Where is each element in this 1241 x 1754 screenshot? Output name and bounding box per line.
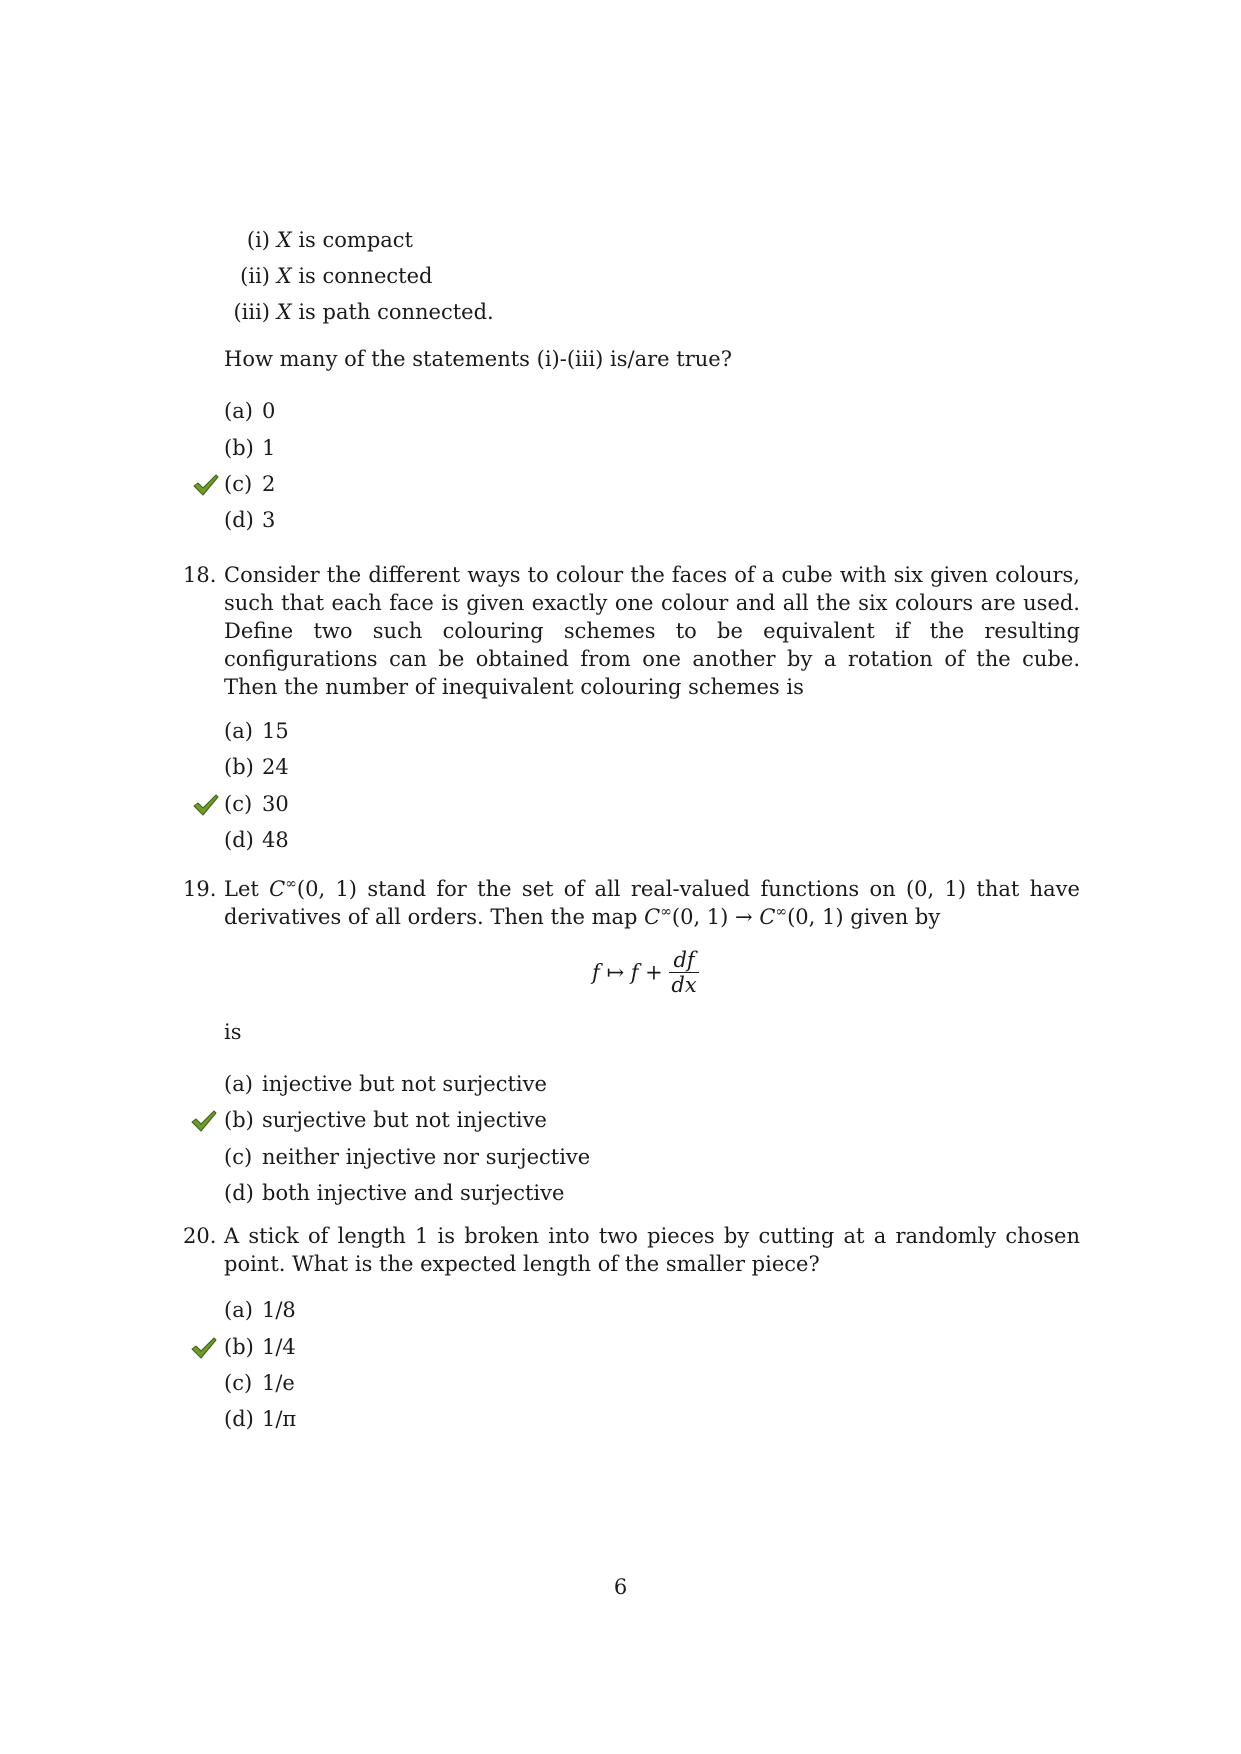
q20-option-a: (a) 1/8	[224, 1298, 296, 1322]
q20-option-b: (b) 1/4	[224, 1335, 296, 1359]
checkmark-icon	[193, 473, 219, 497]
q20-text: A stick of length 1 is broken into two pieces by cutting at a randomly chosen point. What is the expected length of the smaller piece?	[224, 1224, 1080, 1276]
q17-option-c: (c) 2	[224, 472, 276, 496]
statement-i: (i) X is compact	[246, 228, 413, 252]
q18-number: 18.	[183, 563, 217, 587]
checkmark-shape	[194, 475, 218, 495]
fraction-df-dx: $\frac{df}{dx}$	[671, 948, 697, 997]
checkmark-shape	[194, 795, 218, 815]
q19-option-a: (a) injective but not surjective	[224, 1072, 547, 1096]
q19-text: Let C∞(0, 1) stand for the set of all real-valued functions on (0, 1) that have derivatives of all orders. Then the map C∞(0, 1) → C∞(0, 1) given by	[224, 876, 1080, 929]
statement-ii: (ii) X is connected	[240, 264, 433, 288]
checkmark-icon	[191, 1336, 217, 1360]
formula: f ↦ f + $\frac{df}{dx}$	[592, 948, 697, 997]
q17-option-b: (b) 1	[224, 436, 276, 460]
q17-question: How many of the statements (i)-(iii) is/are true?	[224, 347, 732, 371]
q18-option-d: (d) 48	[224, 828, 289, 852]
q19-option-b: (b) surjective but not injective	[224, 1108, 547, 1132]
q18-option-b: (b) 24	[224, 755, 289, 779]
page-number: 6	[613, 1575, 628, 1599]
q19-option-d: (d) both injective and surjective	[224, 1181, 565, 1205]
q20-option-c: (c) 1/e	[224, 1371, 295, 1395]
q19-is: is	[224, 1020, 242, 1044]
q20-option-d: (d) 1/π	[224, 1407, 297, 1431]
q17-option-d: (d) 3	[224, 508, 276, 532]
q19-number: 19.	[183, 877, 217, 901]
checkmark-icon	[191, 1109, 217, 1133]
q20-number: 20.	[183, 1224, 217, 1248]
q17-option-a: (a) 0	[224, 399, 276, 423]
q18-text: Consider the different ways to colour the faces of a cube with six given colours, such that each face is given exactly one colour and all the six colours are used. Define two such colouring schemes to be equivalent if the resulting configurations can be obtained from one another by a rotation of the cube. Then the number of inequivalent colouring schemes is	[224, 563, 1080, 699]
statement-iii: (iii) X is path connected.	[233, 300, 494, 324]
q18-option-c: (c) 30	[224, 792, 289, 816]
checkmark-icon	[193, 793, 219, 817]
q19-option-c: (c) neither injective nor surjective	[224, 1145, 591, 1169]
checkmark-shape	[192, 1338, 216, 1358]
checkmark-shape	[192, 1111, 216, 1131]
q18-option-a: (a) 15	[224, 719, 289, 743]
